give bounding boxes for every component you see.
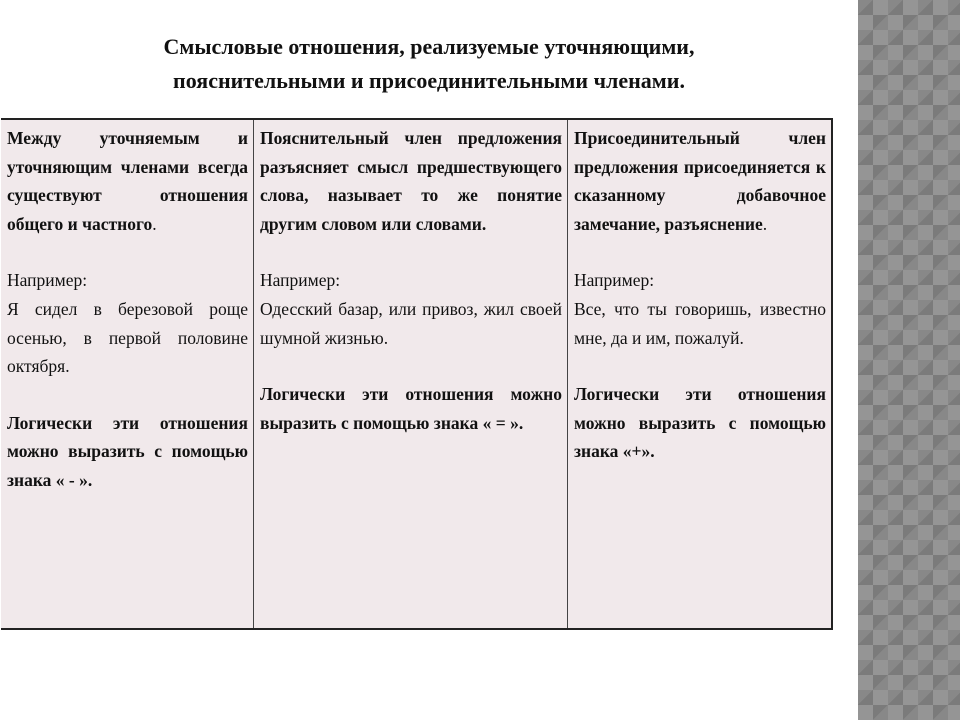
- example-text: Одесский базар, или привоз, жил своей шумной жизнью.: [260, 298, 562, 348]
- example-label: Например:: [574, 270, 655, 291]
- example-label: Например:: [260, 270, 341, 291]
- table-cell-clarifying: [1, 120, 253, 628]
- cell-definition: Присоединительный член предложения присоединяется к сказанному добавочное замечание, разъяснение.: [574, 128, 826, 234]
- logic-conclusion: Логически эти отношения можно выразить с помощью знака « - ».: [7, 412, 248, 490]
- cell-definition: Пояснительный член предложения разъясняет смысл предшествующего слова, называет то же понятие другим словом или словами.: [260, 128, 562, 234]
- table-cell-connecting: [567, 120, 831, 628]
- example-text: Все, что ты говоришь, известно мне, да и им, пожалуй.: [574, 298, 826, 348]
- title-line-2: пояснительными и присоединительными членами.: [173, 68, 685, 93]
- decorative-pattern-strip: [858, 0, 960, 720]
- table-cell-explanatory: [253, 120, 567, 628]
- comparison-table: [1, 118, 833, 630]
- example-text: Я сидел в березовой роще осенью, в первой половине октября.: [7, 298, 248, 377]
- logic-conclusion: Логически эти отношения можно выразить с помощью знака «+».: [574, 384, 826, 462]
- logic-conclusion: Логически эти отношения можно выразить с помощью знака « = ».: [260, 384, 562, 433]
- example-label: Например:: [7, 270, 88, 291]
- page-title: [0, 30, 858, 98]
- title-line-1: Смысловые отношения, реализуемые уточняющими,: [163, 34, 695, 59]
- cell-definition: Между уточняемым и уточняющим членами всегда существуют отношения общего и частного.: [7, 128, 248, 234]
